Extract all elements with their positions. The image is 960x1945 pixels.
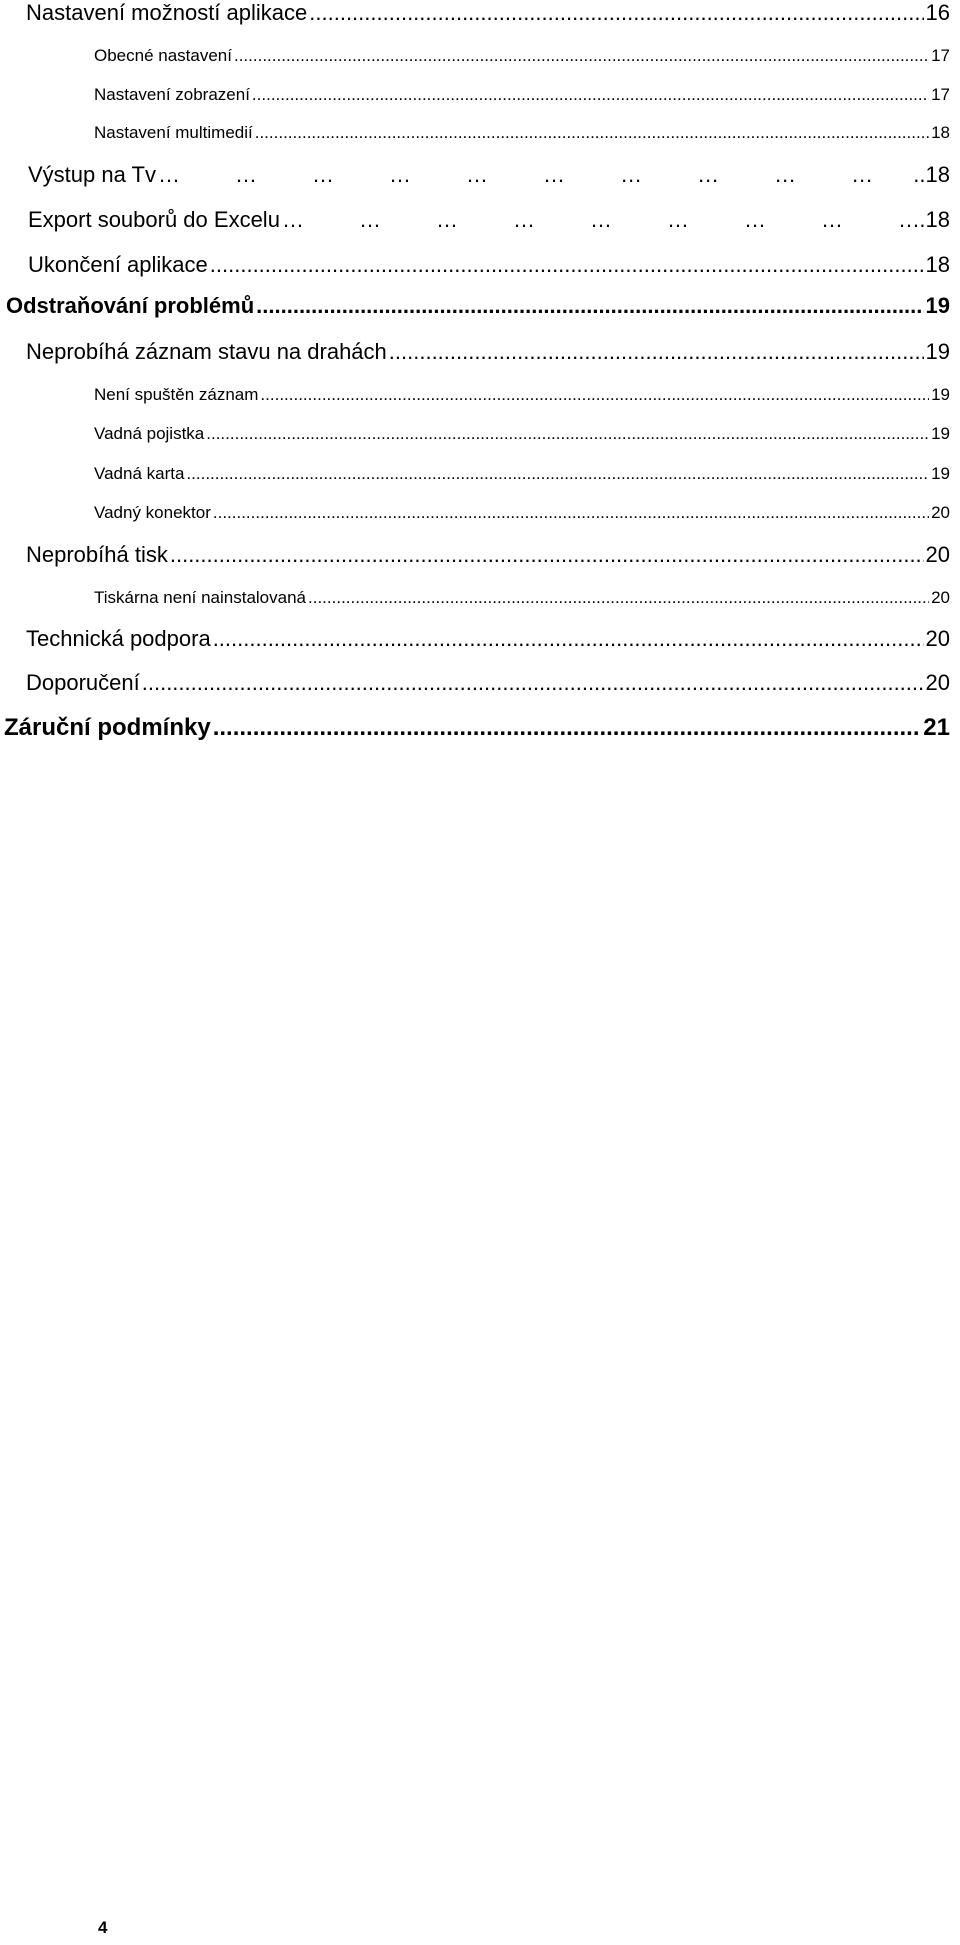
toc-leader bbox=[234, 47, 929, 64]
toc-entry-title: Neprobíhá tisk bbox=[26, 542, 168, 567]
toc-leader bbox=[252, 86, 929, 103]
toc-entry-page: 20 bbox=[925, 670, 950, 695]
toc-entry-title: Vadná karta bbox=[94, 464, 185, 483]
toc-entry-title: Odstraňování problémů bbox=[6, 293, 255, 318]
toc-entry[interactable] bbox=[26, 341, 950, 363]
toc-entry-page: 20 bbox=[931, 588, 950, 607]
toc-leader bbox=[210, 254, 924, 276]
toc-leader bbox=[308, 589, 929, 606]
toc-leader bbox=[282, 209, 917, 231]
toc-leader bbox=[142, 672, 924, 694]
toc-entry[interactable] bbox=[94, 86, 950, 103]
toc-entry[interactable] bbox=[26, 628, 950, 650]
toc-leader bbox=[186, 465, 929, 482]
toc-entry-page: 17 bbox=[931, 46, 950, 65]
toc-entry-page: 17 bbox=[931, 85, 950, 104]
toc-entry-title: Obecné nastavení bbox=[94, 46, 232, 65]
toc-leader bbox=[260, 386, 929, 403]
toc-entry[interactable] bbox=[94, 465, 950, 482]
toc-leader bbox=[256, 295, 923, 317]
toc-entry[interactable] bbox=[28, 164, 950, 186]
toc-entry[interactable] bbox=[26, 672, 950, 694]
toc-entry-title: Výstup na Tv bbox=[28, 162, 156, 187]
toc-entry-title: Neprobíhá záznam stavu na drahách bbox=[26, 339, 387, 364]
toc-entry-page: 20 bbox=[925, 542, 950, 567]
toc-entry-title: Není spuštěn záznam bbox=[94, 385, 259, 404]
toc-entry-page: 21 bbox=[923, 714, 950, 741]
toc-leader bbox=[213, 716, 922, 740]
toc-leader bbox=[213, 628, 924, 650]
toc-entry-title: Nastavení zobrazení bbox=[94, 85, 250, 104]
toc-entry[interactable] bbox=[94, 589, 950, 606]
toc-leader bbox=[158, 164, 911, 186]
toc-entry-page: 18 bbox=[925, 252, 950, 277]
toc-entry-page: 18 bbox=[931, 123, 950, 142]
toc-leader bbox=[255, 124, 929, 141]
toc-entry[interactable] bbox=[28, 254, 950, 276]
toc-entry-title: Nastavení možností aplikace bbox=[26, 0, 308, 25]
page-number: 4 bbox=[98, 1918, 108, 1937]
toc-entry[interactable] bbox=[6, 295, 950, 317]
toc-entry-title: Technická podpora bbox=[26, 626, 211, 651]
toc-leader bbox=[206, 425, 929, 442]
toc-entry-page: 19 bbox=[931, 464, 950, 483]
toc-entry[interactable] bbox=[26, 2, 950, 24]
toc-entry-title: Export souborů do Excelu bbox=[28, 207, 280, 232]
toc-entry-title: Tiskárna není nainstalovaná bbox=[94, 588, 307, 607]
toc-leader bbox=[389, 341, 924, 363]
toc-entry-title: Doporučení bbox=[26, 670, 140, 695]
toc-entry-title: Záruční podmínky bbox=[4, 714, 211, 741]
toc-entry[interactable] bbox=[94, 124, 950, 141]
toc-entry-title: Ukončení aplikace bbox=[28, 252, 208, 277]
toc-entry-page: .18 bbox=[919, 207, 950, 232]
toc-entry-page: 19 bbox=[931, 385, 950, 404]
toc-entry-page: 19 bbox=[931, 424, 950, 443]
toc-leader bbox=[213, 504, 929, 521]
toc-entry[interactable] bbox=[28, 209, 950, 231]
toc-entry[interactable] bbox=[4, 716, 950, 740]
toc-entry-page: 19 bbox=[925, 293, 950, 318]
toc-entry[interactable] bbox=[94, 47, 950, 64]
toc-entry-page: 20 bbox=[931, 503, 950, 522]
toc-entry-page: 20 bbox=[925, 626, 950, 651]
toc-entry-page: ..18 bbox=[913, 162, 950, 187]
toc-entry[interactable] bbox=[94, 386, 950, 403]
toc-entry-page: 19 bbox=[925, 339, 950, 364]
toc-leader bbox=[309, 2, 923, 24]
toc-entry-title: Vadná pojistka bbox=[94, 424, 205, 443]
toc-leader bbox=[170, 544, 924, 566]
toc-entry[interactable] bbox=[26, 544, 950, 566]
toc-entry-title: Vadný konektor bbox=[94, 503, 211, 522]
toc-entry[interactable] bbox=[94, 504, 950, 521]
toc-entry[interactable] bbox=[94, 425, 950, 442]
toc-entry-page: 16 bbox=[925, 0, 950, 25]
toc-entry-title: Nastavení multimedií bbox=[94, 123, 253, 142]
